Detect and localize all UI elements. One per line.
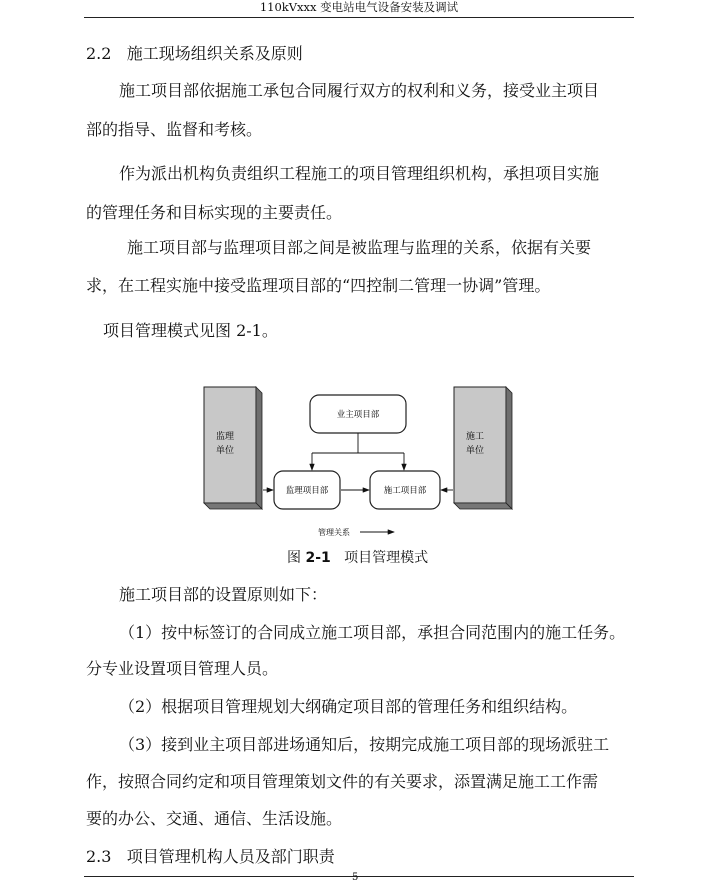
section-number: 2.2 (86, 44, 112, 63)
box-label: 监理项目部 (285, 486, 329, 496)
page-header: 110kVxxx 变电站电气设备安装及调试 (84, 0, 634, 18)
list-item: （3）接到业主项目部进场通知后，按期完成施工项目部的现场派驻工 (119, 735, 610, 754)
caption-label: 图 (287, 550, 301, 566)
paragraph-text: 作为派出机构负责组织工程施工的项目管理组织机构，承担项目实施 (119, 164, 600, 183)
block-label: 施工 (466, 432, 485, 442)
paragraph-text: 部的指导、监督和考核。 (86, 120, 263, 139)
list-item: （2）根据项目管理规划大纲确定项目部的管理任务和组织结构。 (119, 697, 578, 716)
paragraph-text: 施工项目部与监理项目部之间是被监理与监理的关系，依据有关要 (127, 238, 592, 257)
paragraph-text: 项目管理模式见图 2-1。 (103, 321, 278, 340)
section-heading-2-2 (86, 44, 303, 64)
box-label: 施工项目部 (383, 486, 427, 496)
box-label: 业主项目部 (336, 410, 380, 420)
supervision-unit-block (204, 387, 262, 509)
block-label: 单位 (216, 446, 235, 456)
section-title: 项目管理机构人员及部门职责 (126, 847, 335, 866)
section-title: 施工现场组织关系及原则 (126, 44, 303, 63)
page-number: 5 (352, 872, 359, 883)
list-item: 分专业设置项目管理人员。 (86, 659, 279, 678)
block-label: 监理 (216, 432, 235, 442)
caption-title: 项目管理模式 (344, 550, 429, 566)
caption-number: 2-1 (305, 550, 331, 566)
section-number: 2.3 (86, 847, 112, 866)
construction-unit-block (454, 387, 512, 509)
paragraph-text: 施工项目部依据施工承包合同履行双方的权利和义务，接受业主项目 (119, 81, 600, 100)
list-item: 作，按照合同约定和项目管理策划文件的有关要求，添置满足施工工作需 (86, 772, 599, 791)
paragraph-text: 施工项目部的设置原则如下： (119, 585, 328, 604)
paragraph-text: 的管理任务和目标实现的主要责任。 (86, 203, 343, 222)
footer-rule (84, 876, 634, 877)
org-diagram (200, 383, 520, 543)
block-label: 单位 (466, 446, 485, 456)
list-item: 要的办公、交通、通信、生活设施。 (86, 809, 343, 828)
figure-caption (287, 547, 428, 567)
paragraph-text: 求，在工程实施中接受监理项目部的“四控制二管理一协调”管理。 (86, 276, 551, 295)
legend-label: 管理关系 (318, 528, 350, 537)
section-heading-2-3 (86, 847, 335, 867)
list-item: （1）按中标签订的合同成立施工项目部，承担合同范围内的施工任务。 (119, 623, 626, 642)
